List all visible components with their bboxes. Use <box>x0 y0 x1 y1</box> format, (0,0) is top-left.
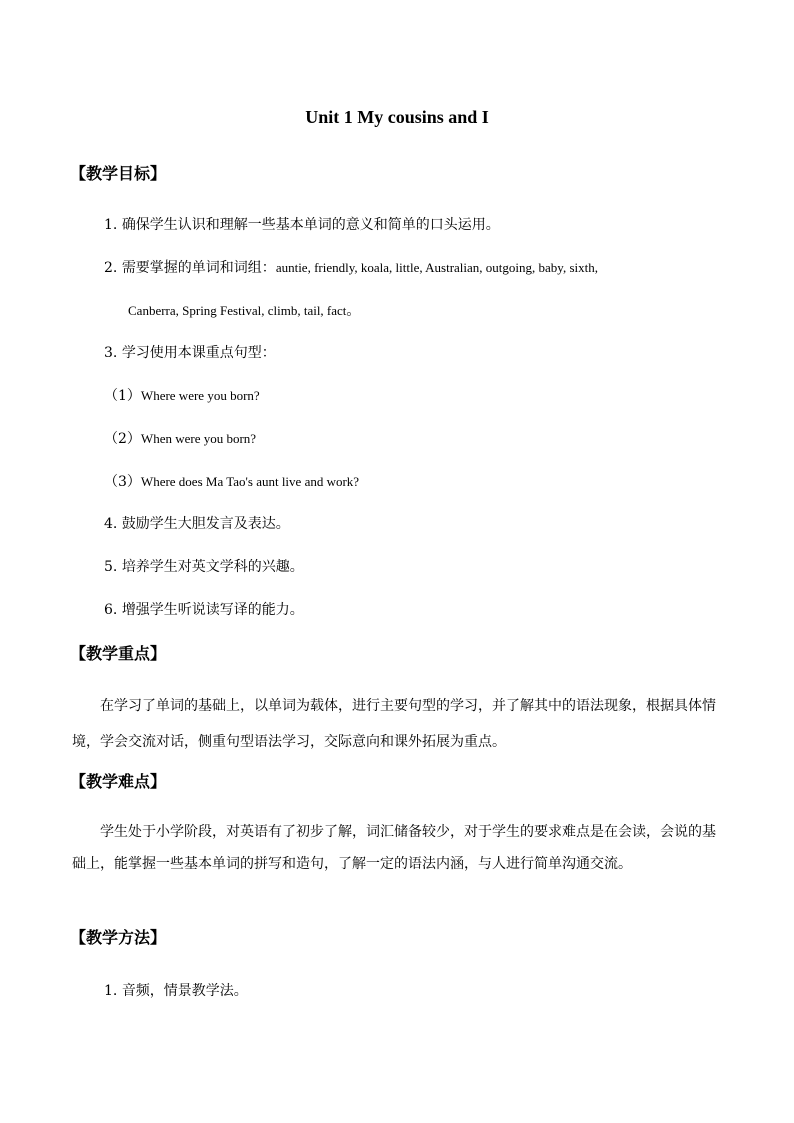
item-text: 音频，情景教学法。 <box>121 983 248 999</box>
objective-item-5 <box>104 558 304 576</box>
objective-item-2 <box>104 259 598 277</box>
heading-key-points: 【教学重点】 <box>70 644 167 663</box>
objective-item-6 <box>104 601 304 619</box>
item-number: 6. <box>104 602 118 618</box>
method-item-1 <box>104 982 248 1000</box>
document-title: Unit 1 My cousins and I <box>305 107 489 127</box>
objective-item-1 <box>104 216 500 234</box>
vocabulary-list-continued: Canberra, Spring Festival, climb, tail, fact <box>128 303 347 318</box>
sentence-pattern-2 <box>104 430 256 448</box>
difficulties-paragraph: 学生处于小学阶段，对英语有了初步了解，词汇储备较少，对于学生的要求难点是在会读，会说的基础上，能掌握一些基本单词的拼写和造句，了解一定的语法内涵，与人进行简单沟通交流。 <box>72 824 716 872</box>
item-suffix: 。 <box>346 303 361 319</box>
item-number: 2. <box>104 260 118 276</box>
item-number: （2） <box>104 431 141 447</box>
item-text: 鼓励学生大胆发言及表达。 <box>121 516 290 532</box>
item-number: （3） <box>104 474 141 490</box>
sentence-pattern-3 <box>104 473 359 491</box>
key-points-paragraph: 在学习了单词的基础上，以单词为载体，进行主要句型的学习，并了解其中的语法现象，根据具体情境，学会交流对话，侧重句型语法学习，交际意向和课外拓展为重点。 <box>72 698 716 750</box>
objective-item-2-continued <box>128 302 360 320</box>
sentence-text: Where does Ma Tao's aunt live and work? <box>140 474 360 489</box>
item-text: 增强学生听说读写译的能力。 <box>121 602 304 618</box>
item-number: （1） <box>104 388 141 404</box>
item-text: 学习使用本课重点句型： <box>121 345 276 361</box>
item-text: 需要掌握的单词和词组： <box>121 260 276 276</box>
objective-item-4 <box>104 515 290 533</box>
item-number: 4. <box>104 516 118 532</box>
item-text: 培养学生对英文学科的兴趣。 <box>121 559 304 575</box>
item-text: 确保学生认识和理解一些基本单词的意义和简单的口头运用。 <box>121 217 500 233</box>
item-number: 5. <box>104 559 118 575</box>
sentence-text: Where were you born? <box>140 388 260 403</box>
heading-objectives: 【教学目标】 <box>70 164 167 183</box>
sentence-pattern-1 <box>104 387 260 405</box>
heading-difficulties: 【教学难点】 <box>70 772 167 791</box>
heading-methods: 【教学方法】 <box>70 928 167 947</box>
item-number: 1. <box>104 983 118 999</box>
vocabulary-list: auntie, friendly, koala, little, Australian, outgoing, baby, sixth, <box>275 260 598 275</box>
sentence-text: When were you born? <box>140 431 257 446</box>
objective-item-3 <box>104 344 276 362</box>
item-number: 3. <box>104 345 118 361</box>
item-number: 1. <box>104 217 118 233</box>
